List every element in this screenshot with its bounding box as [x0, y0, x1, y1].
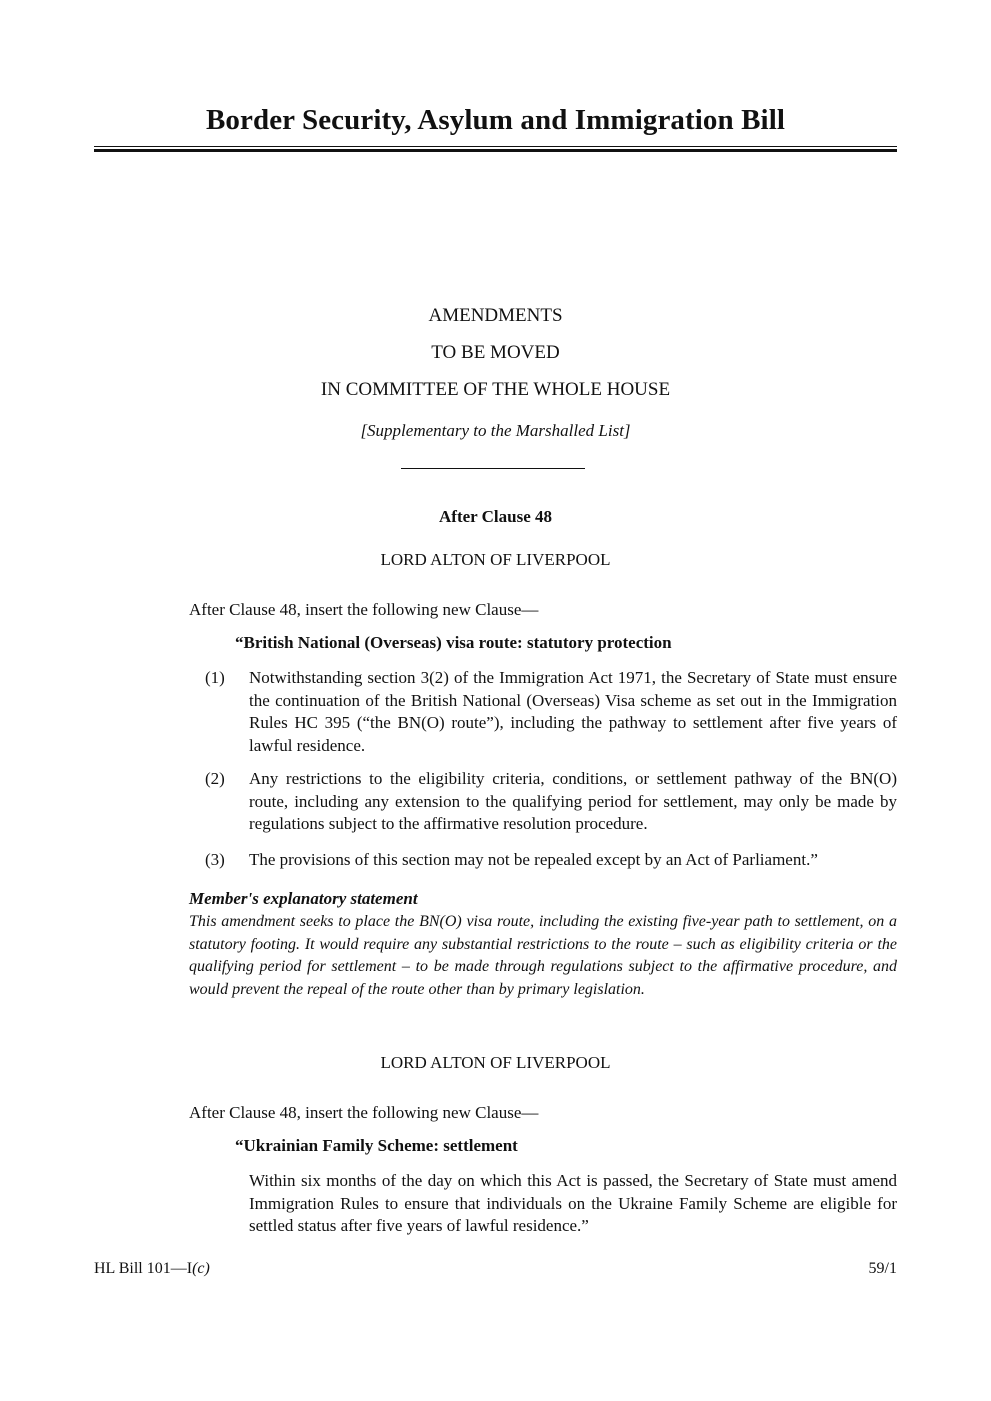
new-clause-title: “Ukrainian Family Scheme: settlement [235, 1136, 518, 1155]
member-name: LORD ALTON OF LIVERPOOL [380, 550, 611, 569]
page-reference: 59/1 [868, 1260, 897, 1277]
bill-reference-suffix: (c) [192, 1260, 210, 1277]
explanatory-statement-heading: Member's explanatory statement [189, 889, 418, 908]
title-rule-thin [94, 146, 897, 147]
supplementary-note: [Supplementary to the Marshalled List] [360, 421, 631, 440]
subsection-text: Any restrictions to the eligibility criteria, conditions, or settlement pathway of the BN(O) route, including any extension to the qualifying period for settlement, may only be made by regulations subject to the affirmative resolution procedure. [249, 769, 897, 833]
bill-reference [94, 1260, 210, 1278]
subsection-1 [205, 667, 897, 757]
subsection-number: (2) [205, 769, 225, 788]
subsection-text: Notwithstanding section 3(2) of the Immigration Act 1971, the Secretary of State must ensure the continuation of the British National (Overseas) Visa scheme as set out in the Immigration Rules HC 395 (“the BN(O) route”), including the pathway to settlement after five years of lawful residence. [249, 668, 897, 755]
title-rule-thick [94, 149, 897, 152]
heading-committee: IN COMMITTEE OF THE WHOLE HOUSE [320, 379, 671, 400]
subsection-text: The provisions of this section may not be repealed except by an Act of Parliament.” [249, 850, 818, 869]
amendment-instruction: After Clause 48, insert the following new Clause— [189, 600, 539, 619]
subsection-2 [205, 768, 897, 836]
subsection-3 [205, 849, 897, 872]
new-clause-text: Within six months of the day on which this Act is passed, the Secretary of State must amend Immigration Rules to ensure that individuals on the Ukraine Family Scheme are eligible for settled status after five years of lawful residence.” [249, 1171, 897, 1235]
member-name: LORD ALTON OF LIVERPOOL [380, 1053, 611, 1072]
amendment-instruction: After Clause 48, insert the following new Clause— [189, 1103, 539, 1122]
bill-title: Border Security, Asylum and Immigration Bill [205, 104, 786, 136]
section-divider [401, 468, 585, 469]
bill-reference-prefix: HL Bill 101—I [94, 1260, 193, 1277]
explanatory-statement-text: This amendment seeks to place the BN(O) visa route, including the existing five-year path to settlement, on a statutory footing. It would require any substantial restrictions to the route – such as eligibility criteria or the qualifying period for settlement – to be made through regulations subject to the affirmative procedure, and would prevent the repeal of the route other than by primary legislation. [189, 913, 897, 998]
subsection-number: (3) [205, 850, 225, 869]
section-heading: After Clause 48 [439, 507, 552, 526]
subsection-number: (1) [205, 668, 225, 687]
heading-to-be-moved: TO BE MOVED [431, 342, 560, 363]
heading-amendments: AMENDMENTS [428, 305, 563, 326]
new-clause-title: “British National (Overseas) visa route: statutory protection [235, 633, 672, 652]
